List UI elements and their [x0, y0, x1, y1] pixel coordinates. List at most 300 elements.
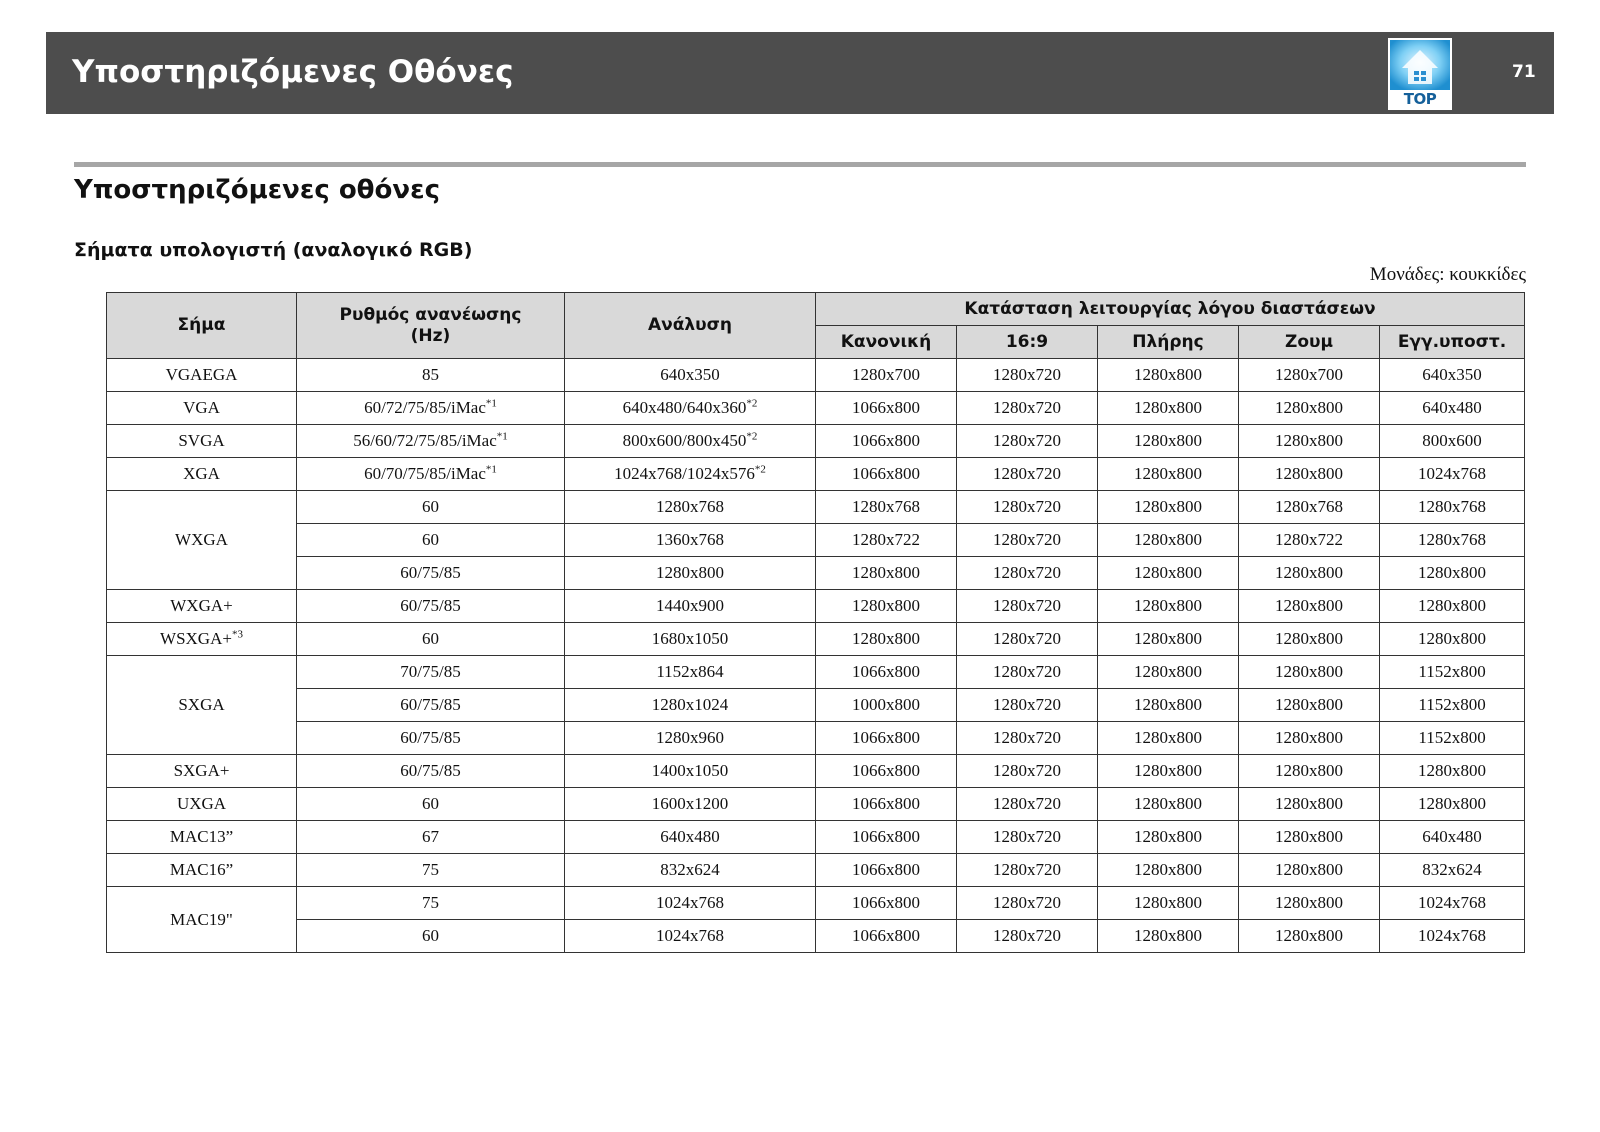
wide-cell: [957, 524, 1098, 557]
zoom-cell: [1239, 524, 1380, 557]
native-cell-text: 1280x800: [1418, 596, 1487, 615]
header-signal: Σήμα: [107, 293, 297, 359]
resolution-cell: [565, 755, 816, 788]
table-body: [107, 359, 1525, 953]
native-cell: [1380, 920, 1525, 953]
resolution-cell: [565, 854, 816, 887]
native-cell: [1380, 656, 1525, 689]
native-cell-text: 1280x800: [1418, 794, 1487, 813]
native-cell: [1380, 821, 1525, 854]
refresh-cell: [297, 722, 565, 755]
normal-cell: [816, 359, 957, 392]
wide-cell: [957, 458, 1098, 491]
resolution-cell: [565, 557, 816, 590]
wide-cell: [957, 491, 1098, 524]
signal-cell-text: SXGA+: [173, 761, 230, 780]
wide-cell: [957, 854, 1098, 887]
full-cell: [1098, 623, 1239, 656]
refresh-cell-text: 67: [422, 827, 439, 846]
refresh-cell-text: 75: [422, 860, 439, 879]
refresh-cell-text: 60/70/75/85/iMac: [364, 464, 486, 483]
signal-cell-text: SVGA: [178, 431, 225, 450]
full-cell-text: 1280x800: [1134, 530, 1202, 549]
signal-cell: [107, 491, 297, 590]
wide-cell: [957, 425, 1098, 458]
full-cell-text: 1280x800: [1134, 398, 1202, 417]
zoom-cell: [1239, 359, 1380, 392]
normal-cell-text: 1280x800: [852, 563, 920, 582]
wide-cell-text: 1280x720: [993, 860, 1061, 879]
signal-cell-text: UXGA: [176, 794, 227, 813]
native-cell: [1380, 755, 1525, 788]
footnote-marker: *3: [231, 628, 243, 641]
normal-cell-text: 1066x800: [852, 662, 920, 681]
resolution-cell: [565, 491, 816, 524]
native-cell-text: 1152x800: [1418, 662, 1486, 681]
header-refresh-line2: (Hz): [410, 325, 451, 346]
native-cell: [1380, 689, 1525, 722]
refresh-cell-text: 60: [422, 926, 439, 945]
resolution-cell-text: 1440x900: [656, 596, 724, 615]
full-cell: [1098, 491, 1239, 524]
refresh-cell: [297, 656, 565, 689]
resolution-cell: [565, 359, 816, 392]
header-resolution: Ανάλυση: [565, 293, 816, 359]
table-row: [107, 590, 1525, 623]
wide-cell: [957, 722, 1098, 755]
normal-cell: [816, 524, 957, 557]
normal-cell: [816, 689, 957, 722]
table-row: [107, 821, 1525, 854]
zoom-cell-text: 1280x800: [1275, 695, 1343, 714]
header-16-9: 16:9: [957, 326, 1098, 359]
subsection-title: Σήματα υπολογιστή (αναλογικό RGB): [74, 239, 473, 261]
full-cell: [1098, 392, 1239, 425]
wide-cell: [957, 920, 1098, 953]
native-cell: [1380, 524, 1525, 557]
zoom-cell: [1239, 557, 1380, 590]
native-cell: [1380, 425, 1525, 458]
native-cell-text: 640x480: [1422, 827, 1482, 846]
resolution-cell: [565, 920, 816, 953]
refresh-cell: [297, 392, 565, 425]
resolution-cell: [565, 821, 816, 854]
refresh-cell-text: 60: [422, 497, 439, 516]
resolution-cell-text: 1360x768: [656, 530, 724, 549]
signal-cell-text: VGAEGA: [165, 365, 238, 384]
native-cell-text: 1280x768: [1418, 497, 1487, 516]
full-cell-text: 1280x800: [1134, 761, 1202, 780]
refresh-cell-text: 75: [422, 893, 439, 912]
full-cell: [1098, 755, 1239, 788]
refresh-cell-text: 60/75/85: [400, 695, 461, 714]
zoom-cell-text: 1280x768: [1275, 497, 1343, 516]
resolution-cell: [565, 788, 816, 821]
normal-cell-text: 1280x768: [852, 497, 920, 516]
wide-cell: [957, 821, 1098, 854]
wide-cell-text: 1280x720: [993, 728, 1061, 747]
zoom-cell-text: 1280x800: [1275, 761, 1343, 780]
resolution-cell: [565, 689, 816, 722]
header-native: Εγγ.υποστ.: [1380, 326, 1525, 359]
normal-cell-text: 1066x800: [852, 794, 920, 813]
resolution-cell: [565, 590, 816, 623]
zoom-cell: [1239, 887, 1380, 920]
native-cell-text: 1152x800: [1418, 728, 1486, 747]
zoom-cell-text: 1280x800: [1275, 431, 1343, 450]
full-cell: [1098, 689, 1239, 722]
supported-signals-table: [106, 292, 1525, 953]
refresh-cell: [297, 920, 565, 953]
zoom-cell: [1239, 458, 1380, 491]
wide-cell: [957, 392, 1098, 425]
resolution-cell-text: 1152x864: [656, 662, 724, 681]
refresh-cell: [297, 557, 565, 590]
wide-cell-text: 1280x720: [993, 662, 1061, 681]
zoom-cell: [1239, 656, 1380, 689]
full-cell-text: 1280x800: [1134, 794, 1202, 813]
refresh-cell-text: 60: [422, 530, 439, 549]
section-divider: [74, 162, 1526, 167]
refresh-cell: [297, 359, 565, 392]
wide-cell: [957, 359, 1098, 392]
signal-cell: [107, 821, 297, 854]
page-title: Υποστηριζόμενες Οθόνες: [72, 54, 514, 90]
zoom-cell-text: 1280x800: [1275, 563, 1343, 582]
resolution-cell: [565, 392, 816, 425]
normal-cell-text: 1066x800: [852, 893, 920, 912]
normal-cell: [816, 491, 957, 524]
normal-cell-text: 1066x800: [852, 860, 920, 879]
native-cell-text: 1024x768: [1418, 926, 1487, 945]
wide-cell: [957, 887, 1098, 920]
normal-cell: [816, 755, 957, 788]
normal-cell-text: 1066x800: [852, 827, 920, 846]
normal-cell: [816, 623, 957, 656]
normal-cell: [816, 821, 957, 854]
top-label: TOP: [1403, 90, 1437, 108]
signal-cell: [107, 392, 297, 425]
table-row: [107, 656, 1525, 689]
normal-cell-text: 1280x722: [852, 530, 920, 549]
resolution-cell: [565, 425, 816, 458]
header-bar: [46, 32, 1554, 114]
signal-cell: [107, 623, 297, 656]
normal-cell-text: 1066x800: [852, 728, 920, 747]
top-button[interactable]: [1388, 38, 1452, 110]
resolution-cell-text: 1280x960: [656, 728, 724, 747]
refresh-cell: [297, 689, 565, 722]
footnote-marker: *2: [746, 430, 758, 443]
native-cell: [1380, 722, 1525, 755]
table-row: [107, 524, 1525, 557]
section-title: Υποστηριζόμενες οθόνες: [74, 175, 441, 205]
wide-cell: [957, 689, 1098, 722]
full-cell-text: 1280x800: [1134, 464, 1202, 483]
zoom-cell-text: 1280x800: [1275, 827, 1343, 846]
wide-cell-text: 1280x720: [993, 431, 1061, 450]
wide-cell: [957, 788, 1098, 821]
zoom-cell: [1239, 854, 1380, 887]
normal-cell: [816, 392, 957, 425]
full-cell-text: 1280x800: [1134, 662, 1202, 681]
normal-cell-text: 1066x800: [852, 431, 920, 450]
resolution-cell-text: 1024x768: [656, 926, 724, 945]
signal-cell: [107, 458, 297, 491]
refresh-cell: [297, 590, 565, 623]
resolution-cell-text: 1024x768: [656, 893, 724, 912]
resolution-cell-text: 800x600/800x450: [622, 431, 747, 450]
footnote-marker: *1: [485, 463, 497, 476]
normal-cell-text: 1280x700: [852, 365, 920, 384]
resolution-cell-text: 832x624: [660, 860, 720, 879]
normal-cell-text: 1280x800: [852, 629, 920, 648]
refresh-cell: [297, 788, 565, 821]
signal-cell: [107, 656, 297, 755]
signal-cell-text: MAC13”: [169, 827, 234, 846]
refresh-cell-text: 60/72/75/85/iMac: [364, 398, 486, 417]
refresh-cell: [297, 887, 565, 920]
signal-cell-text: MAC19": [170, 909, 233, 929]
footnote-marker: *1: [485, 397, 497, 410]
wide-cell-text: 1280x720: [993, 761, 1061, 780]
zoom-cell: [1239, 392, 1380, 425]
zoom-cell-text: 1280x800: [1275, 596, 1343, 615]
normal-cell: [816, 590, 957, 623]
signal-cell-text: XGA: [183, 464, 220, 483]
normal-cell: [816, 557, 957, 590]
resolution-cell-text: 1024x768/1024x576: [614, 464, 755, 483]
zoom-cell-text: 1280x800: [1275, 464, 1343, 483]
zoom-cell: [1239, 425, 1380, 458]
table-row: [107, 854, 1525, 887]
zoom-cell-text: 1280x800: [1275, 860, 1343, 879]
table-row: [107, 458, 1525, 491]
normal-cell-text: 1066x800: [852, 398, 920, 417]
signal-cell: [107, 854, 297, 887]
refresh-cell-text: 60: [422, 629, 439, 648]
resolution-cell: [565, 623, 816, 656]
refresh-cell-text: 60/75/85: [400, 596, 461, 615]
signal-cell-text: MAC16”: [169, 860, 234, 879]
table-row: [107, 788, 1525, 821]
native-cell: [1380, 854, 1525, 887]
full-cell-text: 1280x800: [1134, 497, 1202, 516]
wide-cell: [957, 557, 1098, 590]
signal-cell-text: WXGA: [175, 530, 228, 549]
full-cell-text: 1280x800: [1134, 860, 1202, 879]
full-cell: [1098, 359, 1239, 392]
full-cell: [1098, 425, 1239, 458]
signal-cell: [107, 887, 297, 953]
resolution-cell-text: 1600x1200: [651, 794, 729, 813]
native-cell-text: 1280x800: [1418, 761, 1487, 780]
refresh-cell-text: 60: [422, 794, 439, 813]
refresh-cell-text: 70/75/85: [400, 662, 461, 681]
wide-cell: [957, 623, 1098, 656]
native-cell: [1380, 557, 1525, 590]
zoom-cell: [1239, 788, 1380, 821]
header-normal: Κανονική: [816, 326, 957, 359]
zoom-cell: [1239, 755, 1380, 788]
native-cell-text: 800x600: [1422, 431, 1482, 450]
native-cell: [1380, 359, 1525, 392]
signal-cell: [107, 590, 297, 623]
full-cell-text: 1280x800: [1134, 563, 1202, 582]
wide-cell-text: 1280x720: [993, 530, 1061, 549]
wide-cell-text: 1280x720: [993, 893, 1061, 912]
resolution-cell-text: 1280x1024: [651, 695, 729, 714]
resolution-cell-text: 1280x768: [656, 497, 724, 516]
zoom-cell-text: 1280x722: [1275, 530, 1343, 549]
table-row: [107, 425, 1525, 458]
full-cell-text: 1280x800: [1134, 893, 1202, 912]
zoom-cell: [1239, 722, 1380, 755]
normal-cell: [816, 854, 957, 887]
wide-cell-text: 1280x720: [993, 794, 1061, 813]
native-cell-text: 1280x800: [1418, 629, 1487, 648]
wide-cell: [957, 656, 1098, 689]
native-cell-text: 640x350: [1422, 365, 1482, 384]
full-cell: [1098, 524, 1239, 557]
wide-cell-text: 1280x720: [993, 497, 1061, 516]
full-cell: [1098, 590, 1239, 623]
full-cell: [1098, 821, 1239, 854]
table-row: [107, 887, 1525, 920]
table-row: [107, 623, 1525, 656]
full-cell-text: 1280x800: [1134, 926, 1202, 945]
table-row: [107, 392, 1525, 425]
wide-cell-text: 1280x720: [993, 695, 1061, 714]
header-zoom: Ζουμ: [1239, 326, 1380, 359]
full-cell-text: 1280x800: [1134, 629, 1202, 648]
refresh-cell: [297, 458, 565, 491]
normal-cell: [816, 722, 957, 755]
signal-cell-text: WXGA+: [170, 596, 233, 615]
normal-cell: [816, 656, 957, 689]
native-cell: [1380, 491, 1525, 524]
zoom-cell-text: 1280x800: [1275, 662, 1343, 681]
header-full: Πλήρης: [1098, 326, 1239, 359]
footnote-marker: *1: [496, 430, 508, 443]
resolution-cell: [565, 887, 816, 920]
full-cell: [1098, 854, 1239, 887]
table-row: [107, 557, 1525, 590]
native-cell-text: 1280x800: [1418, 563, 1487, 582]
table-row: [107, 722, 1525, 755]
resolution-cell-text: 1400x1050: [651, 761, 729, 780]
normal-cell: [816, 788, 957, 821]
header-refresh-rate: [297, 293, 565, 359]
wide-cell-text: 1280x720: [993, 926, 1061, 945]
zoom-cell-text: 1280x800: [1275, 893, 1343, 912]
signal-cell: [107, 359, 297, 392]
refresh-cell-text: 60/75/85: [400, 563, 461, 582]
wide-cell-text: 1280x720: [993, 629, 1061, 648]
full-cell: [1098, 722, 1239, 755]
normal-cell-text: 1066x800: [852, 761, 920, 780]
header-refresh-line1: Ρυθμός ανανέωσης: [339, 304, 522, 325]
normal-cell: [816, 425, 957, 458]
full-cell: [1098, 887, 1239, 920]
wide-cell-text: 1280x720: [993, 398, 1061, 417]
full-cell: [1098, 788, 1239, 821]
refresh-cell-text: 60/75/85: [400, 761, 461, 780]
table-row: [107, 689, 1525, 722]
resolution-cell: [565, 458, 816, 491]
full-cell-text: 1280x800: [1134, 365, 1202, 384]
resolution-cell: [565, 524, 816, 557]
native-cell-text: 1024x768: [1418, 464, 1487, 483]
resolution-cell-text: 1280x800: [656, 563, 724, 582]
full-cell: [1098, 920, 1239, 953]
units-note: Μονάδες: κουκκίδες: [1369, 264, 1526, 285]
refresh-cell: [297, 425, 565, 458]
refresh-cell-text: 85: [422, 365, 439, 384]
normal-cell-text: 1066x800: [852, 464, 920, 483]
wide-cell-text: 1280x720: [993, 365, 1061, 384]
native-cell-text: 640x480: [1422, 398, 1482, 417]
zoom-cell: [1239, 689, 1380, 722]
header-aspect-mode: Κατάσταση λειτουργίας λόγου διαστάσεων: [816, 293, 1525, 326]
refresh-cell: [297, 491, 565, 524]
zoom-cell-text: 1280x800: [1275, 398, 1343, 417]
full-cell: [1098, 458, 1239, 491]
zoom-cell: [1239, 491, 1380, 524]
normal-cell-text: 1280x800: [852, 596, 920, 615]
zoom-cell: [1239, 590, 1380, 623]
wide-cell-text: 1280x720: [993, 563, 1061, 582]
zoom-cell-text: 1280x700: [1275, 365, 1343, 384]
signal-cell-text: VGA: [183, 398, 220, 417]
signal-cell-text: WSXGA+: [160, 629, 232, 648]
refresh-cell: [297, 524, 565, 557]
signal-cell: [107, 788, 297, 821]
refresh-cell: [297, 755, 565, 788]
zoom-cell: [1239, 623, 1380, 656]
native-cell: [1380, 887, 1525, 920]
full-cell-text: 1280x800: [1134, 695, 1202, 714]
zoom-cell-text: 1280x800: [1275, 629, 1343, 648]
resolution-cell-text: 1680x1050: [651, 629, 729, 648]
wide-cell-text: 1280x720: [993, 827, 1061, 846]
full-cell-text: 1280x800: [1134, 596, 1202, 615]
native-cell-text: 1024x768: [1418, 893, 1487, 912]
full-cell-text: 1280x800: [1134, 827, 1202, 846]
wide-cell-text: 1280x720: [993, 596, 1061, 615]
footnote-marker: *2: [754, 463, 766, 476]
refresh-cell: [297, 821, 565, 854]
resolution-cell-text: 640x480/640x360: [622, 398, 747, 417]
signal-cell: [107, 755, 297, 788]
footnote-marker: *2: [746, 397, 758, 410]
zoom-cell: [1239, 821, 1380, 854]
native-cell: [1380, 458, 1525, 491]
refresh-cell: [297, 623, 565, 656]
wide-cell: [957, 590, 1098, 623]
refresh-cell-text: 56/60/72/75/85/iMac: [353, 431, 497, 450]
table-row: [107, 755, 1525, 788]
full-cell-text: 1280x800: [1134, 431, 1202, 450]
signal-cell: [107, 425, 297, 458]
native-cell: [1380, 623, 1525, 656]
zoom-cell-text: 1280x800: [1275, 728, 1343, 747]
native-cell: [1380, 590, 1525, 623]
normal-cell-text: 1000x800: [852, 695, 920, 714]
wide-cell: [957, 755, 1098, 788]
full-cell-text: 1280x800: [1134, 728, 1202, 747]
wide-cell-text: 1280x720: [993, 464, 1061, 483]
